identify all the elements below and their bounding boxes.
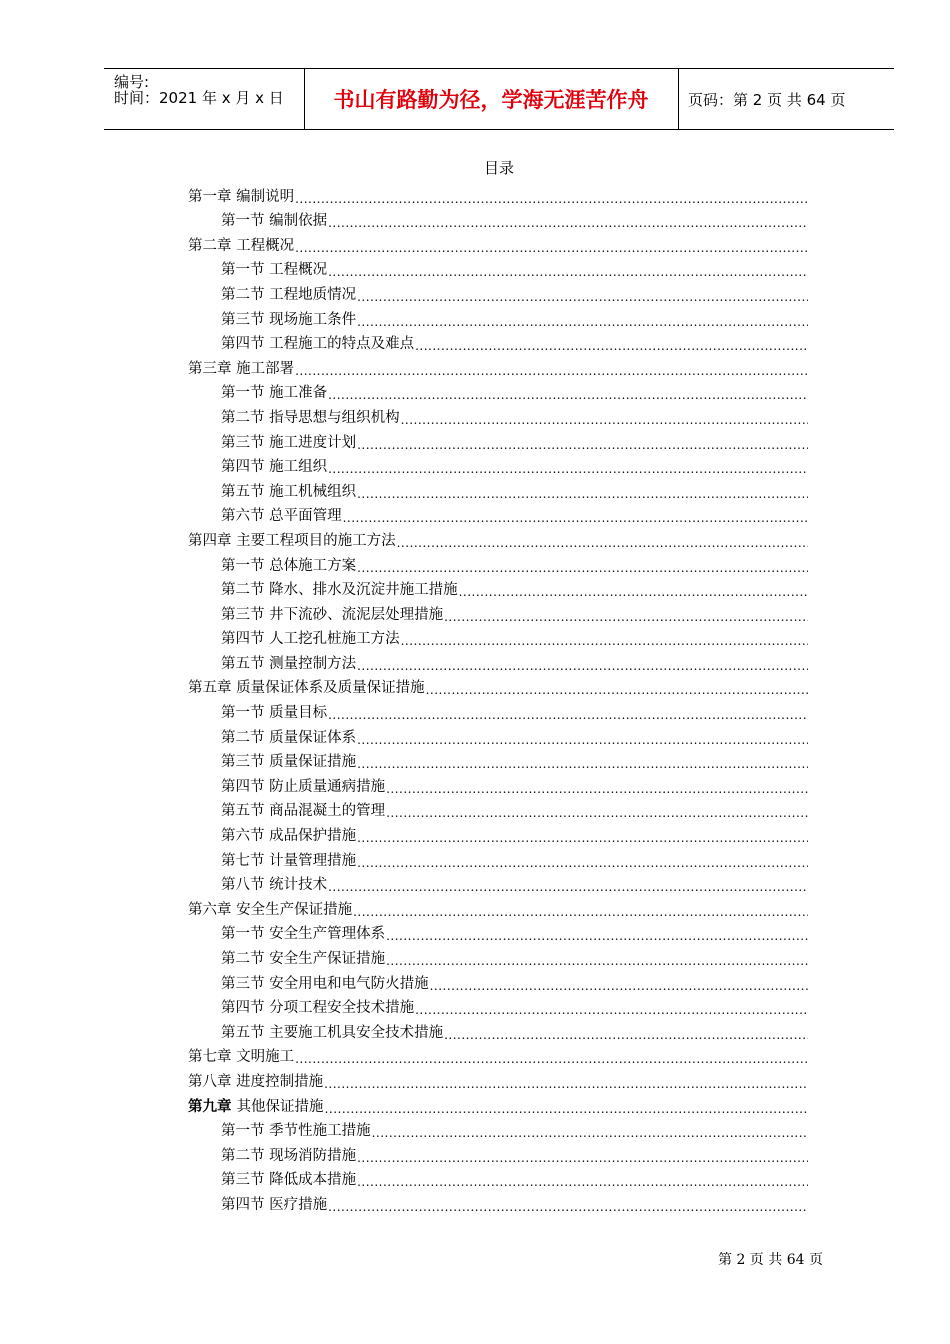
toc-entry-label: 第一节 质量目标 — [221, 705, 328, 722]
toc-leader-dots — [325, 1102, 808, 1116]
toc-entry-label: 第四章 主要工程项目的施工方法 — [188, 532, 396, 549]
toc-entry-label: 第五节 商品混凝土的管理 — [221, 803, 386, 820]
toc-leader-dots — [386, 954, 808, 968]
toc-leader-dots — [397, 536, 808, 550]
toc-entry-label: 第二章 工程概况 — [188, 237, 295, 254]
toc-entry-label: 第一节 安全生产管理体系 — [221, 926, 386, 943]
toc-chapter-entry[interactable] — [188, 353, 808, 378]
toc-leader-dots — [357, 438, 808, 452]
toc-section-entry[interactable] — [188, 845, 808, 870]
toc-entry-label: 第二节 工程地质情况 — [221, 286, 357, 303]
toc-section-entry[interactable] — [188, 919, 808, 944]
toc-entry-label: 第八节 统计技术 — [221, 877, 328, 894]
toc-entry-label: 第六节 成品保护措施 — [221, 828, 357, 845]
document-time: 时间：2021 年 x 月 x 日 — [114, 89, 284, 107]
toc-entry-label: 第一节 编制依据 — [221, 213, 328, 230]
toc-leader-dots — [328, 216, 808, 230]
toc-section-entry[interactable] — [188, 722, 808, 747]
header-page-cell — [678, 69, 894, 129]
toc-section-entry[interactable] — [188, 870, 808, 895]
toc-leader-dots — [386, 806, 808, 820]
toc-chapter-entry[interactable] — [188, 230, 808, 255]
toc-entry-label: 第四节 工程施工的特点及难点 — [221, 336, 415, 353]
page-header — [104, 68, 894, 130]
toc-chapter-entry[interactable] — [188, 673, 808, 698]
toc-section-entry[interactable] — [188, 747, 808, 772]
toc-section-entry[interactable] — [188, 820, 808, 845]
toc-leader-dots — [353, 905, 808, 919]
toc-section-entry[interactable] — [188, 304, 808, 329]
toc-leader-dots — [444, 610, 808, 624]
toc-entry-label: 第二节 安全生产保证措施 — [221, 951, 386, 967]
toc-leader-dots — [386, 929, 808, 943]
toc-section-entry[interactable] — [188, 943, 808, 968]
toc-leader-dots — [328, 880, 808, 894]
toc-entry-label: 第六章 安全生产保证措施 — [188, 901, 353, 918]
toc-section-entry[interactable] — [188, 796, 808, 821]
header-meta-cell — [104, 69, 305, 129]
toc-chapter-entry[interactable] — [188, 181, 808, 206]
toc-leader-dots — [328, 388, 808, 402]
toc-leader-dots — [357, 1175, 808, 1189]
toc-leader-dots — [415, 339, 808, 353]
toc-chapter-entry[interactable] — [188, 1066, 808, 1091]
toc-section-entry[interactable] — [188, 279, 808, 304]
toc-leader-dots — [357, 757, 808, 771]
toc-section-entry[interactable] — [188, 427, 808, 452]
toc-leader-dots — [295, 241, 808, 255]
toc-entry-label: 第三节 井下流砂、流泥层处理措施 — [221, 606, 444, 623]
toc-entry-label: 第五节 主要施工机具安全技术措施 — [221, 1024, 444, 1041]
toc-leader-dots — [328, 265, 808, 279]
header-motto-cell — [304, 69, 679, 129]
toc-entry-label: 第四节 分项工程安全技术措施 — [221, 1000, 415, 1017]
toc-section-entry[interactable] — [188, 624, 808, 649]
toc-chapter-entry[interactable] — [188, 1091, 808, 1116]
toc-leader-dots — [357, 659, 808, 673]
toc-leader-dots — [401, 634, 808, 648]
toc-leader-dots — [357, 1151, 808, 1165]
toc-leader-dots — [295, 364, 808, 378]
toc-entry-label: 第五章 质量保证体系及质量保证措施 — [188, 680, 425, 697]
toc-title: 目录 — [483, 159, 514, 177]
toc-entry-label: 第一节 总体施工方案 — [221, 557, 357, 574]
toc-leader-dots — [401, 413, 808, 427]
header-page-info: 页码：第 2 页 共 64 页 — [688, 90, 846, 109]
toc-section-entry[interactable] — [188, 255, 808, 280]
toc-leader-dots — [343, 511, 808, 525]
motto-text: 书山有路勤为径，学海无涯苦作舟 — [333, 88, 649, 112]
toc-leader-dots — [328, 462, 808, 476]
toc-leader-dots — [415, 1003, 808, 1017]
toc-section-entry[interactable] — [188, 1116, 808, 1141]
toc-leader-dots — [357, 831, 808, 845]
toc-section-entry[interactable] — [188, 599, 808, 624]
toc-entry-label: 第四节 人工挖孔桩施工方法 — [221, 631, 400, 648]
document-number-label: 编号: — [114, 73, 150, 91]
toc-leader-dots — [357, 733, 808, 747]
toc-entry-label: 第三节 质量保证措施 — [221, 754, 357, 771]
toc-entry-label — [188, 1095, 324, 1116]
toc-entry-label: 第三节 降低成本措施 — [221, 1172, 357, 1189]
toc-section-entry[interactable] — [188, 968, 808, 993]
toc-entry-label: 第一节 工程概况 — [221, 262, 328, 279]
toc-section-entry[interactable] — [188, 402, 808, 427]
toc-entry-label: 第一章 编制说明 — [188, 188, 295, 205]
footer-page-info: 第 2 页 共 64 页 — [718, 1252, 823, 1268]
toc-leader-dots — [357, 290, 808, 304]
toc-entry-label: 第三节 安全用电和电气防火措施 — [221, 975, 429, 992]
toc-leader-dots — [295, 1052, 808, 1066]
toc-leader-dots — [357, 315, 808, 329]
toc-section-entry[interactable] — [188, 501, 808, 526]
toc-section-entry[interactable] — [188, 575, 808, 600]
toc-entry-label: 第一节 季节性施工措施 — [221, 1123, 371, 1140]
toc-leader-dots — [328, 1200, 808, 1214]
toc-leader-dots — [295, 192, 808, 206]
toc-leader-dots — [357, 487, 808, 501]
toc-section-entry[interactable] — [188, 329, 808, 354]
toc-entry-label: 第一节 施工准备 — [221, 385, 328, 402]
toc-entry-label: 第八章 进度控制措施 — [188, 1073, 324, 1090]
toc-chapter-entry[interactable] — [188, 894, 808, 919]
toc-chapter-entry[interactable] — [188, 525, 808, 550]
toc-section-entry[interactable] — [188, 378, 808, 403]
toc-entry-label: 第三节 施工进度计划 — [221, 434, 357, 451]
toc-entry-label: 第五节 施工机械组织 — [221, 483, 357, 500]
toc-entry-label: 第四节 施工组织 — [221, 459, 328, 476]
toc-entry-label: 第三章 施工部署 — [188, 360, 295, 377]
toc-entry-label: 第二节 质量保证体系 — [221, 729, 357, 746]
toc-leader-dots — [430, 979, 808, 993]
toc-entry-label: 第三节 现场施工条件 — [221, 311, 357, 328]
toc-leader-dots — [459, 585, 808, 599]
toc-leader-dots — [444, 1028, 808, 1042]
toc-section-entry[interactable] — [188, 1165, 808, 1190]
toc-entry-text: 其他保证措施 — [236, 1098, 324, 1115]
toc-section-entry[interactable] — [188, 648, 808, 673]
toc-entry-label: 第二节 降水、排水及沉淀井施工措施 — [221, 582, 458, 599]
toc-section-entry[interactable] — [188, 452, 808, 477]
toc-entry-label: 第六节 总平面管理 — [221, 508, 342, 525]
toc-section-entry[interactable] — [188, 697, 808, 722]
toc-leader-dots — [372, 1126, 808, 1140]
toc-leader-dots — [324, 1077, 808, 1091]
table-of-contents — [188, 181, 808, 1214]
toc-section-entry[interactable] — [188, 206, 808, 231]
toc-section-entry[interactable] — [188, 1189, 808, 1214]
toc-entry-label: 第二节 现场消防措施 — [221, 1147, 357, 1164]
toc-section-entry[interactable] — [188, 993, 808, 1018]
toc-leader-dots — [357, 561, 808, 575]
toc-entry-label: 第五节 测量控制方法 — [221, 655, 357, 672]
toc-leader-dots — [386, 782, 808, 796]
toc-leader-dots — [328, 708, 808, 722]
toc-section-entry[interactable] — [188, 1140, 808, 1165]
toc-leader-dots — [357, 856, 808, 870]
toc-section-entry[interactable] — [188, 1017, 808, 1042]
toc-entry-prefix: 第九章 — [188, 1097, 237, 1115]
toc-leader-dots — [426, 683, 808, 697]
toc-entry-label: 第七节 计量管理措施 — [221, 852, 357, 869]
toc-entry-label: 第七章 文明施工 — [188, 1049, 295, 1066]
toc-section-entry[interactable] — [188, 771, 808, 796]
toc-entry-label: 第四节 医疗措施 — [221, 1196, 328, 1213]
toc-section-entry[interactable] — [188, 550, 808, 575]
toc-entry-label: 第四节 防止质量通病措施 — [221, 778, 386, 795]
toc-section-entry[interactable] — [188, 476, 808, 501]
toc-entry-label: 第二节 指导思想与组织机构 — [221, 409, 400, 426]
toc-chapter-entry[interactable] — [188, 1042, 808, 1067]
